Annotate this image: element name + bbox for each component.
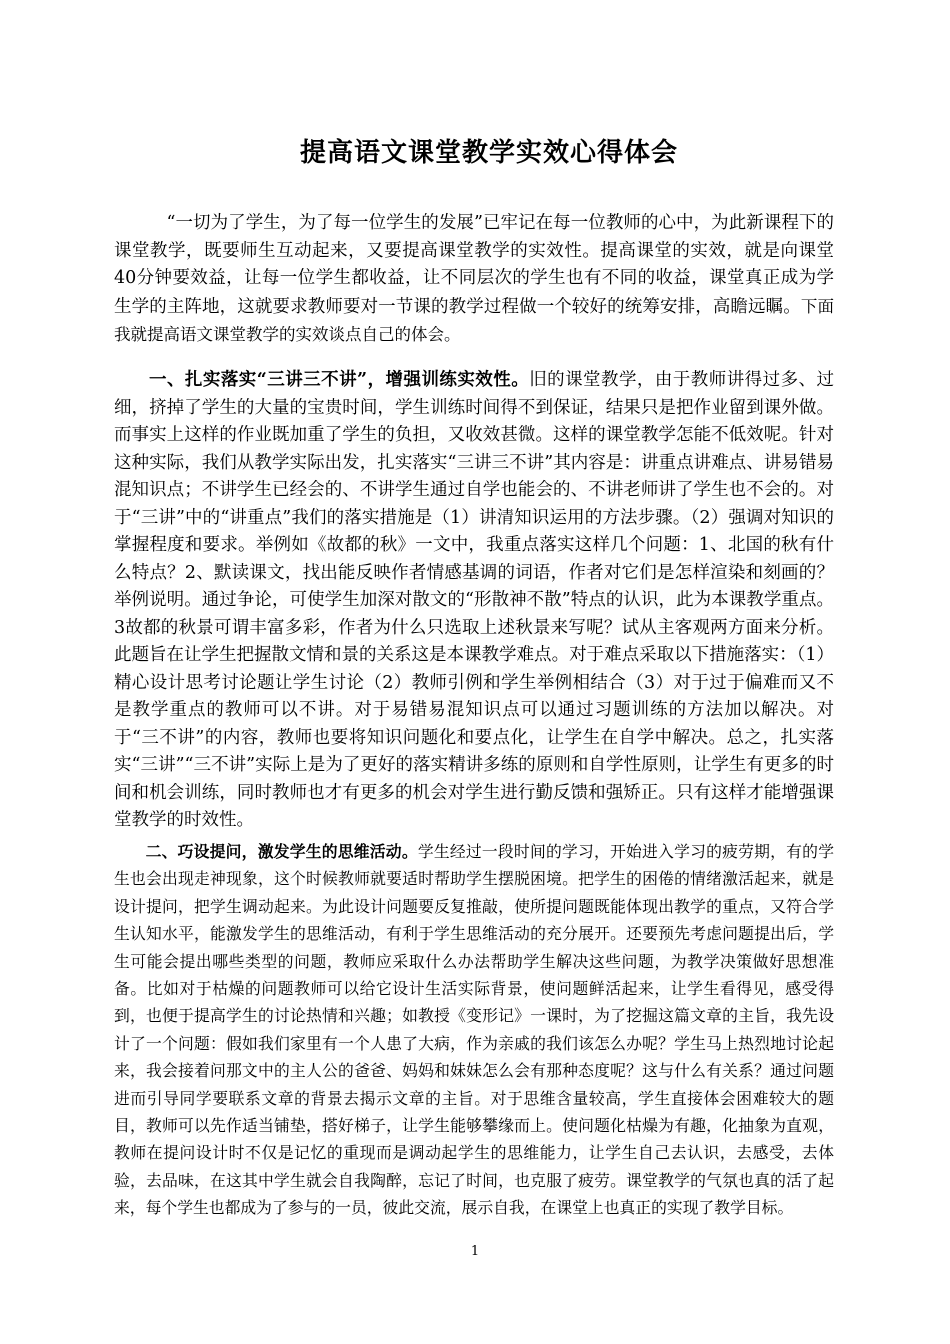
section-one-text: 旧的课堂教学，由于教师讲得过多、过细，挤掉了学生的大量的宝贵时间，学生训练时间得不到保证，结果只是把作业留到课外做。而事实上这样的作业既加重了学生的负担，又收效甚微。这样的课堂教学怎能不低效呢。针对这种实际，我们从教学实际出发，扎实落实“三讲三不讲”其内容是：讲重点讲难点、讲易错易混知识点；不讲学生已经会的、不讲学生通过自学也能会的、不讲老师讲了学生也不会的。对于“三讲”中的“讲重点”我们的落实措施是（1）讲清知识运用的方法步骤。（2）强调对知识的掌握程度和要求。举例如《故都的秋》一文中，我重点落实这样几个问题：1、北国的秋有什么特点？2、默读课文，找出能反映作者情感基调的词语，作者对它们是怎样渲染和刻画的？举例说明。通过争论，可使学生加深对散文的“形散神不散”特点的认识，此为本课教学重点。3故都的秋景可谓丰富多彩，作者为什么只选取上述秋景来写呢？试从主客观两方面来分析。此题旨在让学生把握散文情和景的关系这是本课教学难点。对于难点采取以下措施落实：（1）精心设计思考讨论题让学生讨论（2）教师引例和学生举例相结合（3）对于过于偏难而又不是教学重点的教师可以不讲。对于易错易混知识点可以通过习题训练的方法加以解决。对于“三不讲”的内容，教师也要将知识问题化和要点化，让学生在自学中解决。总之，扎实落实“三讲”“三不讲”实际上是为了更好的落实精讲多练的原则和自学性原则，让学生有更多的时间和机会训练，同时教师也才有更多的机会对学生进行勤反馈和强矫正。只有这样才能增强课堂教学的时效性。 <box>114 370 834 830</box>
section-one-paragraph <box>114 367 834 835</box>
intro-paragraph-tail: 下面我就提高语文课堂教学的实效谈点自己的体会。 <box>114 296 835 344</box>
intro-paragraph-text: “一切为了学生，为了每一位学生的发展”已牢记在每一位教师的心中，为此新课程下的课堂教学，既要师生互动起来，又要提高课堂教学的实效性。提高课堂的实效，就是向课堂40分钟要效益，让每一位学生都收益，让不同层次的学生也有不同的收益，课堂真正成为学生学的主阵地，这就要求教师要对一节课的教学过程做一个较好的统筹安排，高瞻远瞩。 <box>114 213 834 317</box>
section-two-text: 学生经过一段时间的学习，开始进入学习的疲劳期，有的学生也会出现走神现象，这个时候教师就要适时帮助学生摆脱困境。把学生的困倦的情绪激活起来，就是设计提问，把学生调动起来。为此设计问题要反复推敲，使所提问题既能体现出教学的重点，又符合学生认知水平，能激发学生的思维活动，有利于学生思维活动的充分展开。还要预先考虑问题提出后，学生可能会提出哪些类型的问题，教师应采取什么办法帮助学生解决这些问题，为教学决策做好思想准备。比如对于枯燥的问题教师可以给它设计生活实际背景，使问题鲜活起来，让学生看得见，感受得到，也便于提高学生的讨论热情和兴趣；如教授《变形记》一课时，为了挖掘这篇文章的主旨，我先设计了一个问题：假如我们家里有一个人患了大病，作为亲戚的我们该怎么办呢？学生马上热烈地讨论起来，我会接着问那文中的主人公的爸爸、妈妈和妹妹怎么会有那种态度呢？这与什么有关系？通过问题进而引导同学要联系文章的背景去揭示文章的主旨。对于思维含量较高，学生直接体会困难较大的题目，教师可以先作适当铺垫，搭好梯子，让学生能够攀缘而上。使问题化枯燥为有趣，化抽象为直观，教师在提问设计时不仅是记忆的重现而是调动起学生的思维能力，让学生自己去认识，去感受，去体验，去品味，在这其中学生就会自我陶醉，忘记了时间，也克服了疲劳。课堂教学的气氛也真的活了起来，每个学生也都成为了参与的一员，彼此交流，展示自我，在课堂上也真正的实现了教学目标。 <box>114 842 834 1218</box>
section-one-heading: 一、扎实落实“三讲三不讲”，增强训练实效性。 <box>149 370 530 390</box>
page-number: 1 <box>470 1244 480 1259</box>
section-two-paragraph <box>114 838 834 1222</box>
intro-paragraph <box>114 210 834 350</box>
document-title: 提高语文课堂教学实效心得体会 <box>299 138 678 168</box>
section-two-heading: 二、巧设提问，激发学生的思维活动。 <box>145 842 418 861</box>
